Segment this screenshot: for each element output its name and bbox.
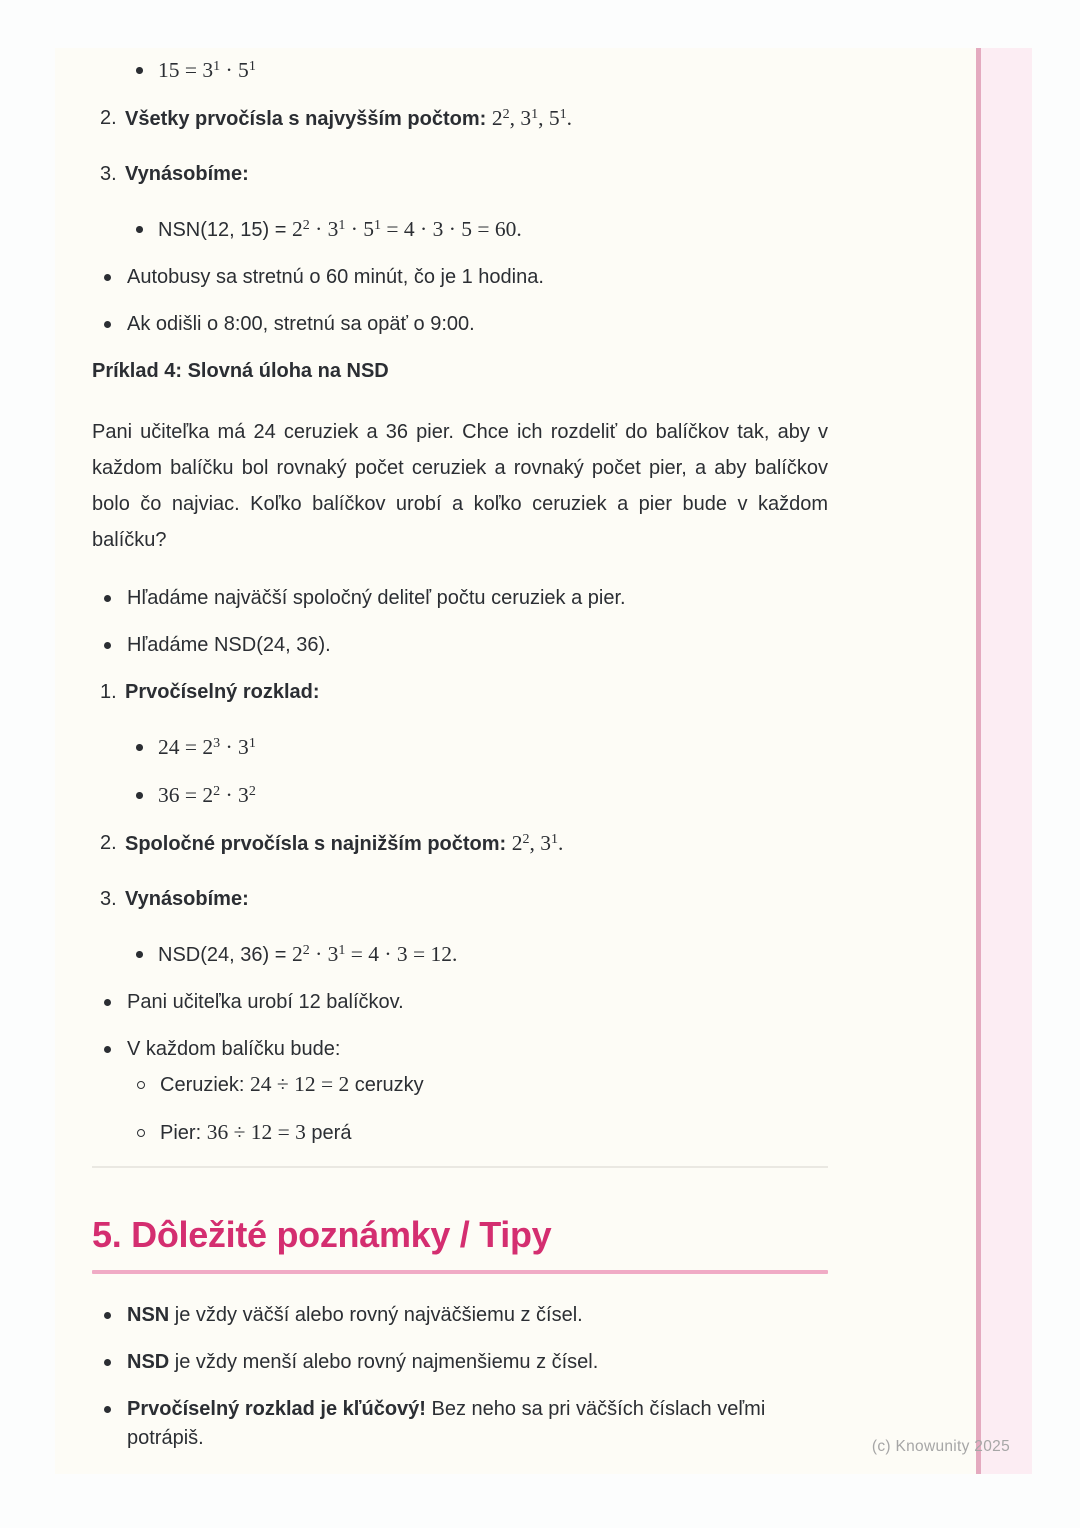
bold-text: Vynásobíme: <box>125 163 249 185</box>
list-item-text <box>127 1301 828 1330</box>
list-item-text <box>125 678 828 707</box>
bold-text: NSN <box>127 1304 170 1326</box>
list-item <box>92 988 828 1017</box>
math-expression: 24 ÷ 12 = 2 <box>250 1072 350 1096</box>
list-item-text <box>158 56 828 86</box>
list-item <box>92 631 828 660</box>
text-run: Hľadáme najväčší spoločný deliteľ počtu ceruziek a pier. <box>127 587 626 609</box>
text-run: Pani učiteľka urobí 12 balíčkov. <box>127 991 404 1013</box>
math-expression: $2^2 \cdot 3^1 = 4 \cdot 3 = 12$. <box>291 942 458 966</box>
list-number: 3. <box>100 888 117 910</box>
math-expression: $36 = 2^2 \cdot 3^2$ <box>158 783 256 807</box>
list-number: 2. <box>100 107 117 129</box>
numbered-list-item <box>92 678 828 707</box>
numbered-list-item <box>92 885 828 914</box>
circle-bullet-icon <box>92 1118 160 1148</box>
list-item <box>92 1395 828 1453</box>
document-content <box>92 56 828 1471</box>
list-item-text <box>127 584 828 613</box>
list-item-text <box>125 160 828 189</box>
list-item <box>92 584 828 613</box>
bullet-icon <box>92 940 158 970</box>
numbered-list-item <box>92 160 828 189</box>
text-run: 5. Dôležité poznámky / Tipy <box>92 1214 552 1255</box>
subsection-heading <box>92 357 828 386</box>
document-page <box>55 48 1032 1474</box>
list-item <box>92 1118 828 1148</box>
bullet-glyph <box>104 1359 111 1366</box>
page-edge-stripe <box>976 48 1032 1474</box>
list-item-text <box>127 263 828 292</box>
bullet-icon <box>92 988 127 1017</box>
bullet-glyph <box>136 792 143 799</box>
bold-text: Prvočíselný rozklad je kľúčový! <box>127 1398 426 1420</box>
heading-underline <box>92 1270 828 1274</box>
bullet-glyph <box>136 951 143 958</box>
list-item <box>92 310 828 339</box>
math-expression: $24 = 2^3 \cdot 3^1$ <box>158 735 256 759</box>
text-run: Pani učiteľka má 24 ceruziek a 36 pier. Chce ich rozdeliť do balíčkov tak, aby v každom balíčku bol rovnaký počet ceruziek a rovnaký počet pier, a aby balíčkov bolo čo najviac. Koľko balíčkov urobí a koľko ceruziek a pier bude v každom balíčku? <box>92 421 828 551</box>
text-run: ceruzky <box>349 1074 424 1096</box>
circle-bullet-glyph <box>137 1129 145 1137</box>
bullet-icon <box>92 733 158 763</box>
bullet-glyph <box>104 595 111 602</box>
bullet-glyph <box>104 1046 111 1053</box>
list-item-text <box>125 104 828 134</box>
bullet-glyph <box>104 999 111 1006</box>
list-item <box>92 56 828 86</box>
list-number: 1. <box>100 681 117 703</box>
bullet-glyph <box>104 274 111 281</box>
numbered-list-item <box>92 104 828 134</box>
text-run: Bez neho sa pri väčších číslach veľmi potrápiš. <box>127 1398 766 1449</box>
bullet-icon <box>92 1035 127 1064</box>
bullet-icon <box>92 263 127 292</box>
text-run: je vždy väčší alebo rovný najväčšiemu z čísel. <box>169 1304 583 1326</box>
math-expression: $2^2$, $3^1$. <box>511 831 564 855</box>
bullet-icon <box>92 584 127 613</box>
bullet-glyph <box>136 744 143 751</box>
bold-text: Prvočíselný rozklad: <box>125 681 320 703</box>
list-item-text <box>127 310 828 339</box>
circle-bullet-icon <box>92 1070 160 1100</box>
math-expression: 36 ÷ 12 = 3 <box>206 1120 306 1144</box>
bullet-glyph <box>104 1406 111 1413</box>
list-item-text <box>158 215 828 245</box>
text-run: V každom balíčku bude: <box>127 1038 341 1060</box>
list-item <box>92 1035 828 1064</box>
bold-text: Všetky prvočísla s najvyšším počtom: <box>125 108 492 130</box>
bullet-icon <box>92 310 127 339</box>
bold-text: Vynásobíme: <box>125 888 249 910</box>
list-item-text <box>158 733 828 763</box>
list-item <box>92 733 828 763</box>
list-item-text <box>127 631 828 660</box>
watermark: (c) Knowunity 2025 <box>871 1438 1010 1455</box>
list-number: 3. <box>100 163 117 185</box>
math-expression: $15 = 3^1 \cdot 5^1$ <box>158 58 256 82</box>
list-item <box>92 1070 828 1100</box>
list-item-text <box>160 1118 828 1148</box>
bullet-glyph <box>104 321 111 328</box>
text-run: perá <box>305 1122 352 1144</box>
bullet-icon <box>92 781 158 811</box>
text-run: Ceruziek: <box>160 1074 251 1096</box>
bullet-icon <box>92 1348 127 1377</box>
circle-bullet-glyph <box>137 1081 145 1089</box>
math-expression: $2^2$, $3^1$, $5^1$. <box>491 106 572 130</box>
list-item-text <box>160 1070 828 1100</box>
section-divider <box>92 1166 828 1168</box>
list-item-text <box>127 1348 828 1377</box>
list-item-text <box>125 829 828 859</box>
list-item <box>92 1301 828 1330</box>
list-item <box>92 1348 828 1377</box>
text-run: Autobusy sa stretnú o 60 minút, čo je 1 hodina. <box>127 266 544 288</box>
text-run: Pier: <box>160 1122 207 1144</box>
text-run: Hľadáme NSD(24, 36). <box>127 634 331 656</box>
list-item <box>92 215 828 245</box>
section-heading-block <box>92 1212 828 1274</box>
bullet-icon <box>92 215 158 245</box>
list-item-text <box>127 1395 828 1453</box>
bold-text: Spoločné prvočísla s najnižším počtom: <box>125 833 512 855</box>
list-item-text <box>158 781 828 811</box>
text-run: NSN(12, 15) = <box>158 219 292 241</box>
section-heading <box>92 1212 828 1257</box>
bold-text: Príklad 4: Slovná úloha na NSD <box>92 360 389 382</box>
list-number: 2. <box>100 832 117 854</box>
bullet-icon <box>92 631 127 660</box>
numbered-list-item <box>92 829 828 859</box>
list-item <box>92 940 828 970</box>
text-run: NSD(24, 36) = <box>158 944 292 966</box>
text-run: Ak odišli o 8:00, stretnú sa opäť o 9:00. <box>127 313 475 335</box>
math-expression: $2^2 \cdot 3^1 \cdot 5^1 = 4 \cdot 3 \cdot 5 = 60$. <box>291 217 522 241</box>
text-run: je vždy menší alebo rovný najmenšiemu z čísel. <box>169 1351 599 1373</box>
bullet-glyph <box>136 67 143 74</box>
bullet-glyph <box>104 1312 111 1319</box>
bold-text: NSD <box>127 1351 170 1373</box>
bullet-icon <box>92 1301 127 1330</box>
list-item <box>92 263 828 292</box>
list-item-text <box>125 885 828 914</box>
bullet-icon <box>92 56 158 86</box>
list-item <box>92 781 828 811</box>
list-item-text <box>158 940 828 970</box>
bullet-icon <box>92 1395 127 1453</box>
list-item-text <box>127 1035 828 1064</box>
paragraph <box>92 414 828 558</box>
bullet-glyph <box>104 642 111 649</box>
list-item-text <box>127 988 828 1017</box>
bullet-glyph <box>136 226 143 233</box>
